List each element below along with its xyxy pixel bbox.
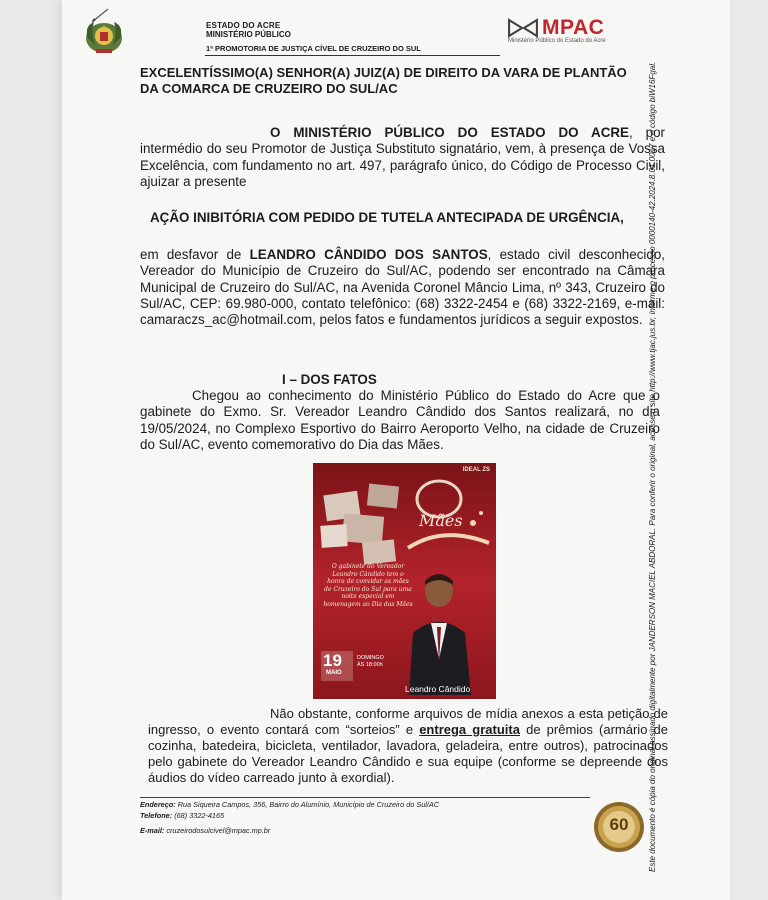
facts-paragraph: Chegou ao conhecimento do Ministério Público do Estado do Acre que o gabinete do Exmo. Sr. Vereador Leandro Cândido dos Santos realizará, no dia 19/05/2024, no Complexo Esportivo do Bairro Aeroporto Velho, na cidade de Cruzeiro do Sul/AC, evento comemorativo do Dia das Mães. xyxy=(140,388,660,452)
footer-email xyxy=(140,826,270,835)
mpac-logo-text: MPAC xyxy=(542,16,605,39)
anniversary-seal xyxy=(592,800,646,854)
flyer-day: 19 xyxy=(323,651,342,670)
footer-email-value: cruzeirodosulcivel@mpac.mp.br xyxy=(164,826,271,835)
flyer-message: O gabinete do Vereador Leandro Cândido tem o honra de convidar as mães de Cruzeiro do Sul para uma noite especial em homenagem ao Dia das Mães xyxy=(323,563,413,608)
acre-coat-of-arms-icon xyxy=(82,16,126,56)
section-title: I – DOS FATOS xyxy=(282,372,377,387)
header-promotoria: 1ª PROMOTORIA DE JUSTIÇA CÍVEL DE CRUZEIRO DO SUL xyxy=(206,44,421,53)
flyer-script: Mães xyxy=(419,511,463,530)
header-state: ESTADO DO ACRE xyxy=(206,21,281,30)
flyer-name: Leandro Cândido xyxy=(405,684,471,694)
after-text-2: de prêmios (armário de cozinha, batedeira, bicicleta, ventilador, lavadora, geladeira, entre outros), patrocinados pelo gabinete do Vereador Leandro Cândido e sua equipe (conforme se depreende dos áudios do vídeo carreado junto à exordial). xyxy=(148,722,669,785)
flyer-time: DOMINGO ÀS 18:00h xyxy=(357,655,384,668)
footer-address-value: Rua Siqueira Campos, 356, Bairro do Alumínio, Município de Cruzeiro do Sul/AC xyxy=(175,800,440,809)
footer-email-label: E-mail: xyxy=(140,826,165,835)
addressee xyxy=(140,65,670,97)
event-flyer xyxy=(313,463,496,699)
after-emphasis: entrega gratuita xyxy=(419,722,520,737)
authentication-note: Este documento é cópia do original assinado digitalmente por JANDERSON MACIEL ABDORAL. Para conferir o original, acesse o site http://www.tjac.jus.br, informe o processo 0000140-42.2024.8.01.0017 e o código biW16Fgal. xyxy=(648,61,657,872)
header-divider xyxy=(205,55,500,56)
action-title: AÇÃO INIBITÓRIA COM PEDIDO DE TUTELA ANTECIPADA DE URGÊNCIA, xyxy=(150,210,624,225)
seal-number: 60 xyxy=(609,815,629,834)
flyer-brand: IDEAL ZS xyxy=(462,467,490,473)
flyer-month: MAIO xyxy=(326,670,342,676)
party-prefix: em desfavor de xyxy=(140,247,250,262)
after-text-1: Não obstante, conforme arquivos de mídia anexos a esta petição de ingresso, o evento contará com “sorteios” e xyxy=(148,706,668,737)
mpac-subtitle: Ministério Público do Estado do Acre xyxy=(508,38,606,44)
footer-phone-value: (68) 3322-4165 xyxy=(172,811,225,820)
party-name: LEANDRO CÂNDIDO DOS SANTOS xyxy=(249,247,488,262)
after-paragraph xyxy=(148,706,668,786)
header-ministry: MINISTÉRIO PÚBLICO xyxy=(206,30,291,39)
intro-text: , por intermédio do seu Promotor de Justiça Substituto signatário, vem, à presença de Vossa Excelência, com fundamento no art. 497, parágrafo único, do Código de Processo Civil, ajuizar a presente xyxy=(140,125,666,189)
footer-phone-label: Telefone: xyxy=(140,811,173,820)
footer-address-label: Endereço: xyxy=(140,800,176,809)
mpac-logo-icon xyxy=(508,18,538,38)
addressee-line-1: EXCELENTÍSSIMO(A) SENHOR(A) JUIZ(A) DE DIREITO DA VARA DE PLANTÃO xyxy=(140,65,627,80)
mpac-logo xyxy=(508,16,638,50)
party-text: , estado civil desconhecido, Vereador do Município de Cruzeiro do Sul/AC, podendo ser encontrado na Câmara Municipal de Cruzeiro do Sul/AC, na Avenida Coronel Mâncio Lima, nº 343, Cruzeiro do Sul/AC, CEP: 69.980-000, contato telefônico: (68) 3322-2454 e (68) 3322-2169, e-mail: camaraczs_ac@hotmail.com, pelos fatos e fundamentos jurídicos a seguir expostos. xyxy=(140,247,665,328)
party-paragraph xyxy=(140,247,665,328)
footer-divider xyxy=(140,797,590,798)
footer-address xyxy=(140,800,439,809)
intro-org: O MINISTÉRIO PÚBLICO DO ESTADO DO ACRE xyxy=(270,125,629,140)
intro-paragraph xyxy=(140,125,665,190)
addressee-line-2: DA COMARCA DE CRUZEIRO DO SUL/AC xyxy=(140,81,398,96)
footer-phone xyxy=(140,811,224,820)
